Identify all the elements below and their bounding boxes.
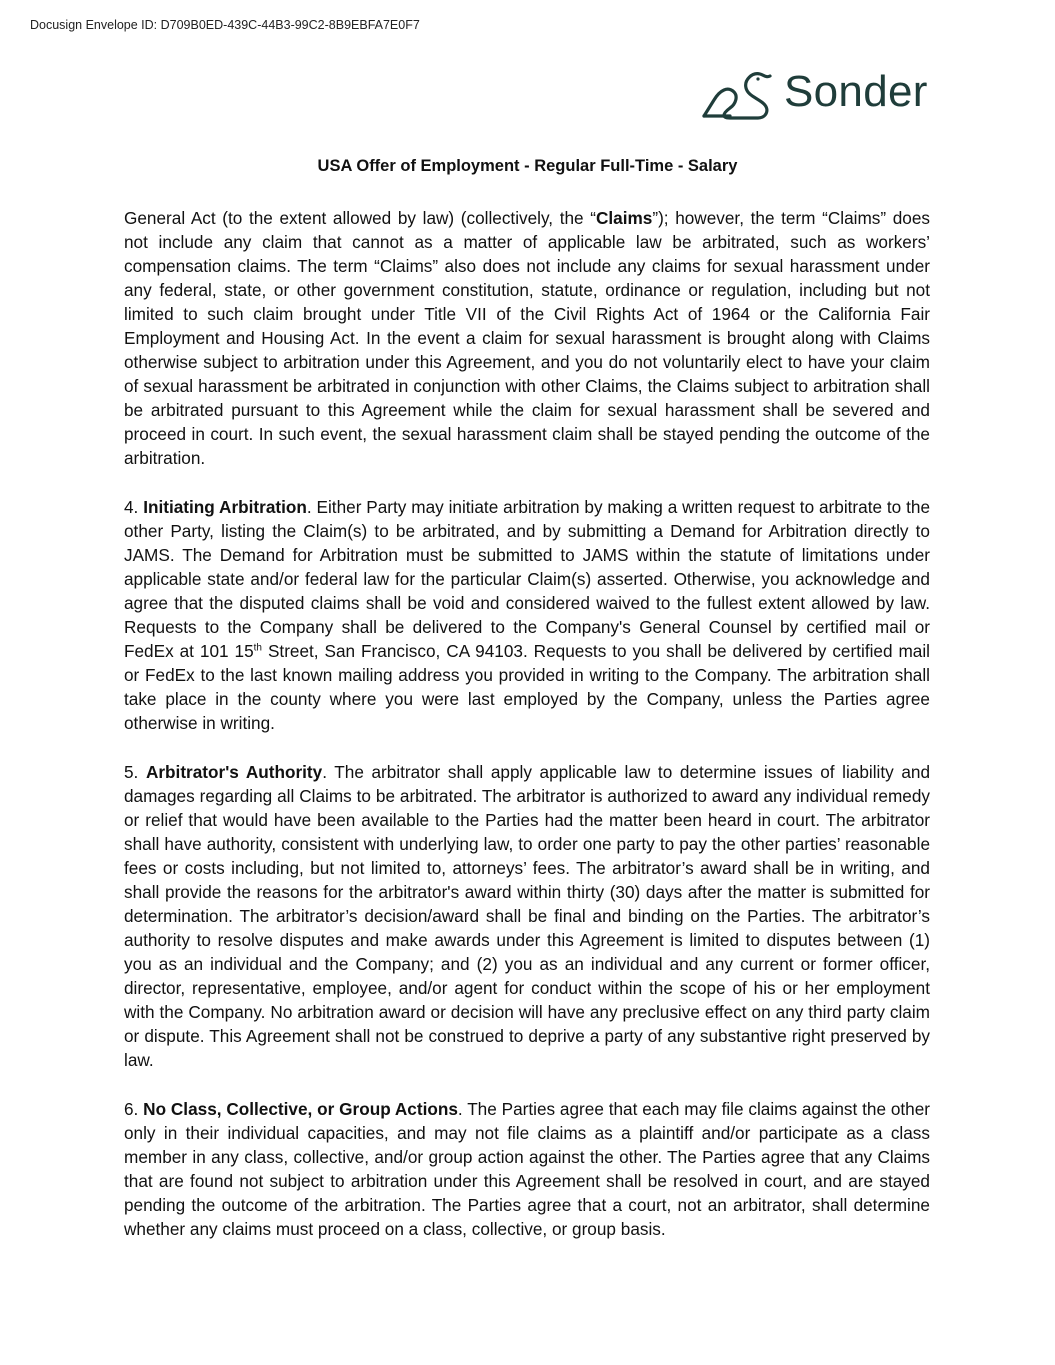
section-text: . The Parties agree that each may file claims against the other only in their individual capacities, and may not file claims as a plaintiff and/or participate as a class member in any class, collective, and/or group action against the other. The Parties agree that any Claims that are found not subject to arbitration under this Agreement shall be resolved in court, and are stayed pending the outcome of the arbitration. The Parties agree that a court, not an arbitrator, shall determine whether any claims must proceed on a class, collective, or group basis. — [124, 1099, 931, 1239]
claims-term: Claims — [595, 208, 653, 228]
section-number: 6. — [124, 1099, 144, 1119]
paragraph-text: General Act (to the extent allowed by law) (collectively, the “ — [124, 208, 596, 228]
section-5-arbitrators-authority — [124, 760, 930, 1072]
section-number: 5. — [124, 762, 146, 782]
logo-wordmark: Sonder — [784, 67, 928, 116]
section-heading: No Class, Collective, or Group Actions — [143, 1099, 458, 1119]
paragraph-text: ”); however, the term “Claims” does not include any claim that cannot as a matter of applicable law be arbitrated, such as workers’ compensation claims. The term “Claims” also does not include any claims for sexual harassment under any federal, state, or other government constitution, statute, ordinance or regulation, including but not limited to such claim brought under Title VII of the Civil Rights Act of 1964 or the California Fair Employment and Housing Act. In the event a claim for sexual harassment is brought along with Claims otherwise subject to arbitration under this Agreement, and you do not voluntarily elect to have your claim of sexual harassment be arbitrated in conjunction with other Claims, the Claims subject to arbitration shall be arbitrated pursuant to this Agreement while the claim for sexual harassment shall be severed and proceed in court. In such event, the sexual harassment claim shall be stayed pending the outcome of the arbitration. — [124, 208, 930, 468]
section-text: . Either Party may initiate arbitration by making a written request to arbitrate to the other Party, listing the Claim(s) to be arbitrated, and by submitting a Demand for Arbitration directly to JAMS. The Demand for Arbitration must be submitted to JAMS within the statute of limitations under applicable state and/or federal law for the particular Claim(s) asserted. Otherwise, you acknowledge and agree that the disputed claims shall be void and considered waived to the fullest extent allowed by law. Requests to the Company shall be delivered to the Company's General Counsel by certified mail or FedEx at 101 15 — [124, 497, 930, 661]
section-4-initiating-arbitration — [124, 495, 930, 735]
section-number: 4. — [124, 497, 144, 517]
section-text: . The arbitrator shall apply applicable law to determine issues of liability and damages regarding all Claims to be arbitrated. The arbitrator is authorized to award any individual remedy or relief that would have been available to the Parties had the matter been heard in court. The arbitrator shall have authority, consistent with underlying law, to order one party to pay the other parties’ reasonable fees or costs including, but not limited to, attorneys’ fees. The arbitrator’s award shall be in writing, and shall provide the reasons for the arbitrator's award within thirty (30) days after the matter is submitted for determination. The arbitrator’s decision/award shall be final and binding on the Parties. The arbitrator’s authority to resolve disputes and make awards under this Agreement is limited to disputes between (1) you as an individual and the Company; and (2) you as an individual and any current or former officer, director, representative, employee, and/or agent for conduct within the scope of his or her employment with the Company. No arbitration award or decision will have any preclusive effect on any third party claim or dispute. This Agreement shall not be construed to deprive a party of any substantive right preserved by law. — [124, 762, 931, 1070]
claims-definition-paragraph — [124, 206, 930, 470]
company-logo — [700, 62, 928, 122]
sonder-bird-logo-icon — [700, 62, 772, 122]
document-title: USA Offer of Employment - Regular Full-Time - Salary — [317, 157, 738, 175]
docusign-envelope-id: Docusign Envelope ID: D709B0ED-439C-44B3-99C2-8B9EBFA7E0F7 — [30, 18, 420, 32]
section-6-no-class-actions — [124, 1097, 930, 1241]
section-heading: Initiating Arbitration — [143, 497, 307, 517]
document-body — [124, 206, 930, 1266]
section-text: Street, San Francisco, CA 94103. Requests to you shall be delivered by certified mail or FedEx to the last known mailing address you provided in writing to the Company. The arbitration shall take place in the county where you were last employed by the Company, unless the Parties agree otherwise in writing. — [124, 641, 930, 733]
ordinal-superscript: th — [253, 642, 262, 654]
section-heading: Arbitrator's Authority — [145, 762, 323, 782]
